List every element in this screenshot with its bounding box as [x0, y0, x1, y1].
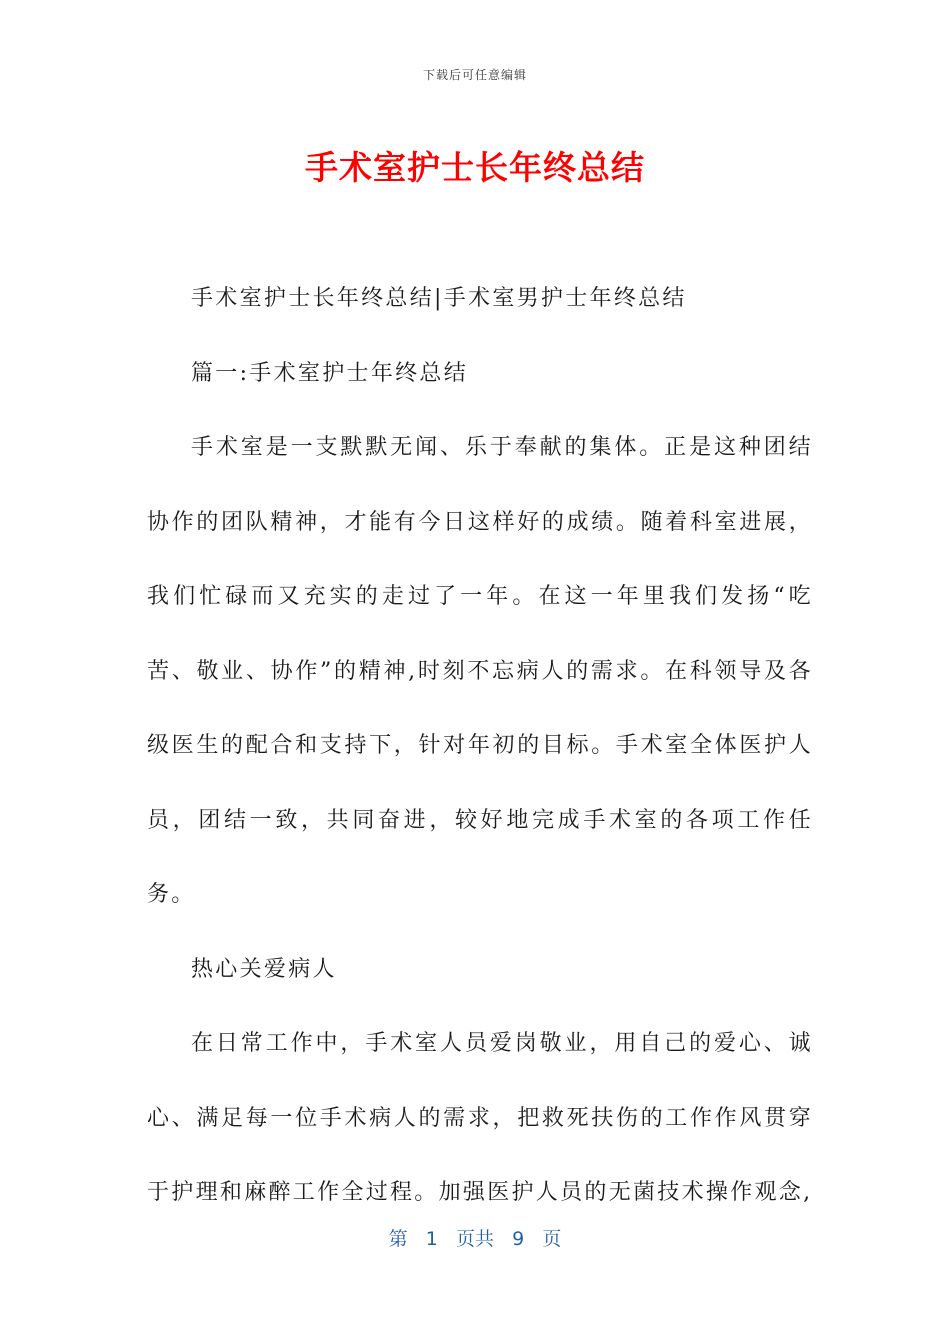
paragraph-subheading: 热心关爱病人	[191, 956, 337, 982]
paragraph-subtitle: 手术室护士长年终总结|手术室男护士年终总结	[191, 286, 687, 311]
footer-suffix: 页	[542, 1228, 562, 1250]
footer-total-pages: 9	[512, 1228, 525, 1250]
paragraph-intro: 手术室是一支默默无闻、乐于奉献的集体。正是这种团结协作的团队精神，才能有今日这样好的成绩。随着科室进展，我们忙碌而又充实的走过了一年。在这一年里我们发扬“吃苦、敬业、协作”的精神,时刻不忘病人的需求。在科领导及各级医生的配合和支持下，针对年初的目标。手术室全体医护人员，团结一致，共同奋进，较好地完成手术室的各项工作任务。	[147, 435, 813, 907]
footer-prefix: 第	[388, 1228, 408, 1250]
header-note: 下载后可任意编辑	[422, 68, 527, 82]
paragraph-body: 在日常工作中，手术室人员爱岗敬业，用自己的爱心、诚心、满足每一位手术病人的需求，把救死扶伤的工作作风贯穿于护理和麻醉工作全过程。加强医护人员的无菌技术操作观念,	[147, 1031, 813, 1205]
page-footer	[0, 1224, 950, 1251]
document-body	[147, 262, 813, 1231]
footer-middle: 页共	[455, 1228, 494, 1250]
footer-page-number: 1	[425, 1228, 438, 1250]
document-title: 手术室护士长年终总结	[305, 148, 645, 187]
paragraph-section-heading: 篇一:手术室护士年终总结	[191, 360, 469, 386]
